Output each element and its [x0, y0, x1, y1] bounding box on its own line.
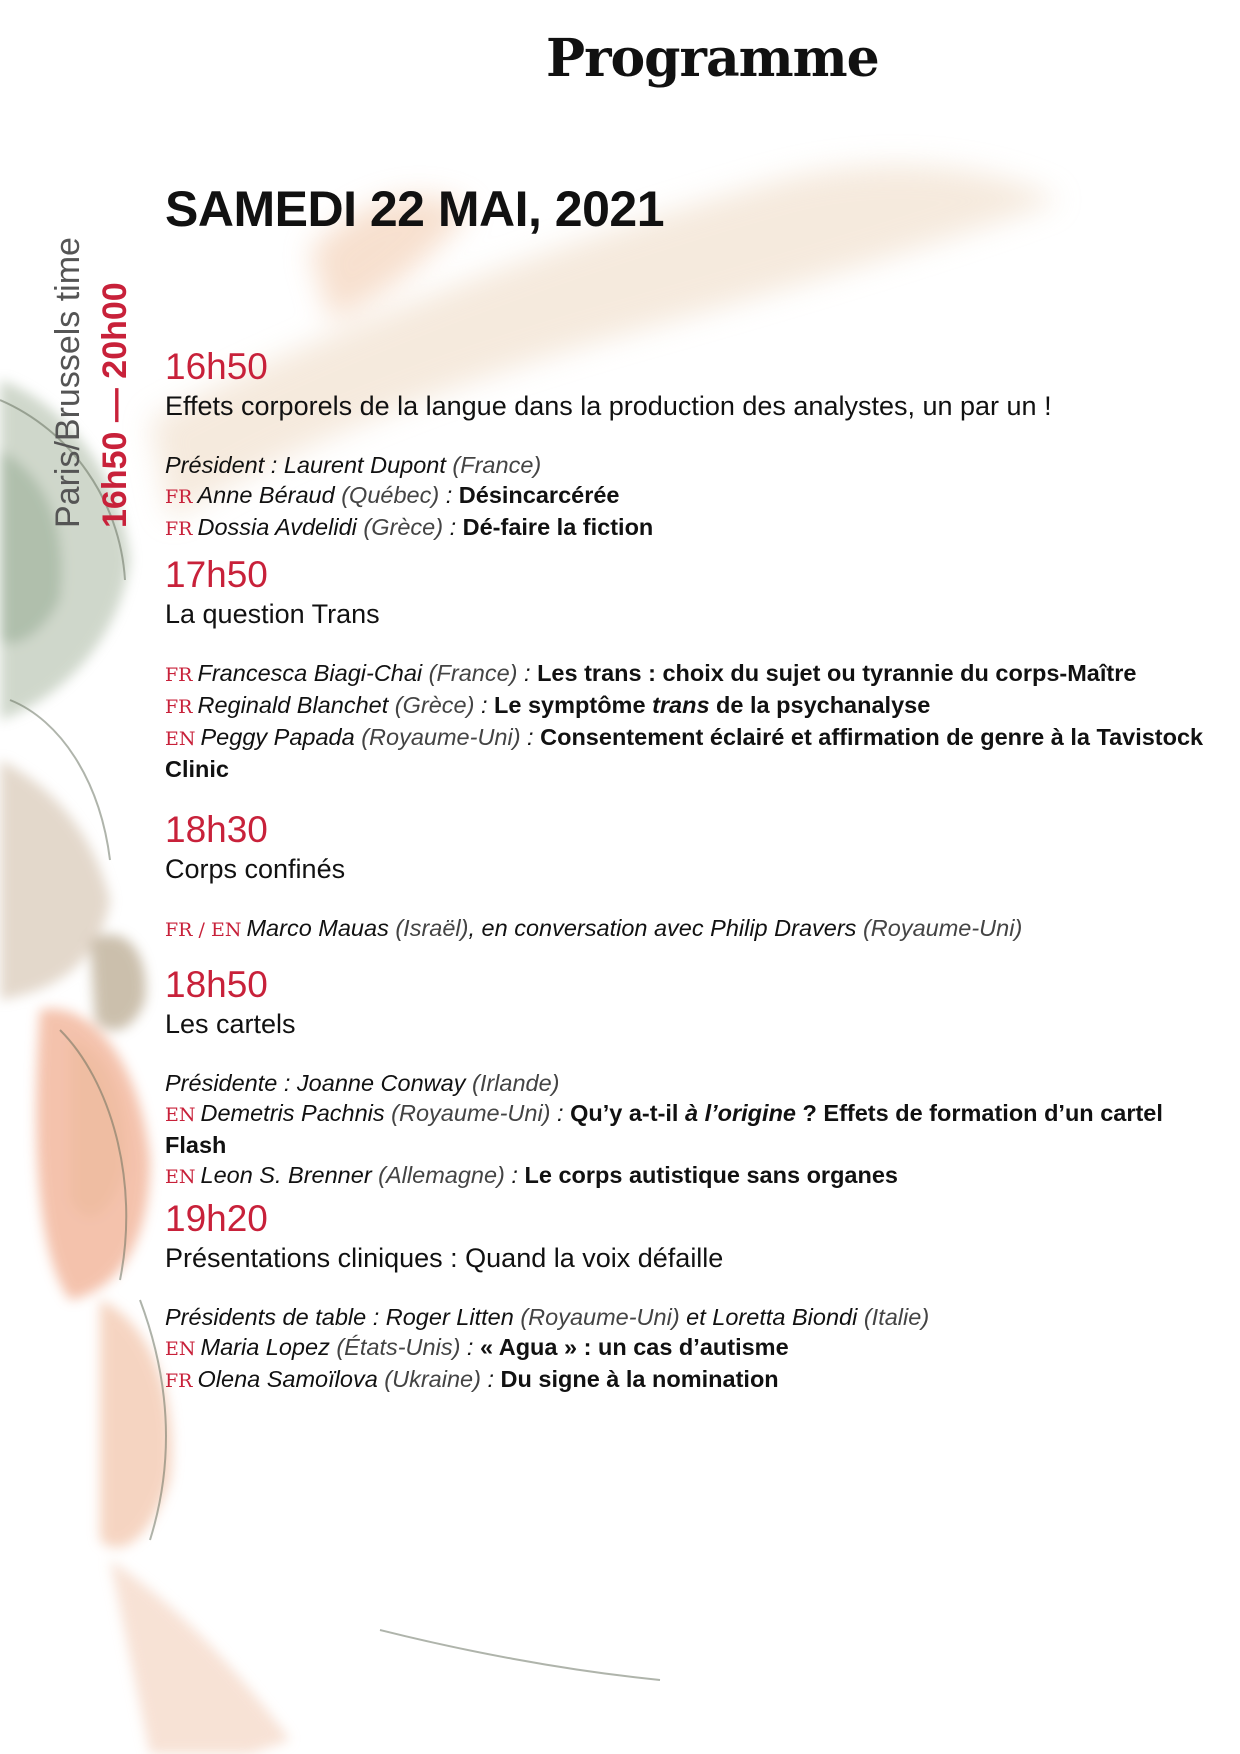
session-block [165, 811, 1215, 945]
line-segment: (France) [422, 660, 518, 686]
line-segment: (France) [445, 452, 542, 478]
language-tag: FR [165, 486, 193, 508]
language-tag: FR / EN [165, 919, 242, 941]
language-tag: EN [165, 1104, 196, 1126]
session-time: 16h50 [165, 346, 268, 387]
page-heading: Programme [546, 28, 879, 89]
line-segment: , en conversation avec Philip Dravers [468, 915, 857, 941]
session-title: Les cartels [165, 1009, 296, 1039]
line-segment: Peggy Papada [200, 724, 355, 750]
line-segment: : [443, 514, 463, 540]
speaker-line [165, 1098, 1215, 1160]
line-segment: (Royaume-Uni) [513, 1304, 680, 1330]
line-segment: (Allemagne) [371, 1162, 505, 1188]
line-segment: (États-Unis) [329, 1334, 461, 1360]
line-segment: Consentement éclairé et affirmation de genre à la Tavistock Clinic [165, 724, 1204, 782]
line-segment: : [520, 724, 541, 750]
speaker-line [165, 1364, 1215, 1396]
line-segment: (Irlande) [465, 1070, 560, 1096]
line-segment: (Ukraine) [377, 1366, 481, 1392]
session-block [165, 348, 1215, 544]
line-segment: et Loretta Biondi [679, 1304, 858, 1330]
session-time: 18h50 [165, 964, 268, 1005]
line-segment: Maria Lopez [200, 1334, 330, 1360]
line-segment: : [504, 1162, 525, 1188]
line-segment: Anne Béraud [197, 482, 335, 508]
line-segment: : [480, 1366, 501, 1392]
line-segment: « Agua » : un cas d’autisme [480, 1334, 789, 1360]
language-tag: FR [165, 1370, 193, 1392]
line-segment: (Israël) [388, 915, 469, 941]
chair-line [165, 1068, 1215, 1098]
line-segment: (Grèce) [356, 514, 444, 540]
timezone-label: Paris/Brussels time [49, 237, 87, 528]
language-tag: FR [165, 696, 193, 718]
language-tag: EN [165, 728, 196, 750]
session-block [165, 966, 1215, 1192]
line-segment: de la psychanalyse [709, 692, 931, 718]
language-tag: FR [165, 664, 193, 686]
speaker-line [165, 480, 1215, 512]
line-segment: : [550, 1100, 571, 1126]
session-title: La question Trans [165, 599, 380, 629]
line-segment: Qu’y a-t-il [570, 1100, 685, 1126]
language-tag: FR [165, 518, 193, 540]
speaker-line [165, 1160, 1215, 1192]
session-time: 18h30 [165, 809, 268, 850]
line-segment: Francesca Biagi-Chai [197, 660, 423, 686]
line-segment: ? Effets de formation d’un cartel Flash [165, 1100, 1163, 1158]
line-segment: Marco Mauas [246, 915, 389, 941]
line-segment: : [517, 660, 538, 686]
session-title: Corps confinés [165, 854, 346, 884]
line-segment: (Royaume-Uni) [856, 915, 1023, 941]
session-block [165, 1200, 1215, 1396]
line-segment: Le corps autistique sans organes [524, 1162, 898, 1188]
time-range: 16h50 — 20h00 [96, 282, 134, 528]
line-segment: : [474, 692, 495, 718]
speaker-line [165, 690, 1215, 722]
session-title: Effets corporels de la langue dans la production des analystes, un par un ! [165, 391, 1052, 421]
speaker-line [165, 658, 1215, 690]
session-time: 19h20 [165, 1198, 268, 1239]
line-segment: (Royaume-Uni) [354, 724, 521, 750]
line-segment: Olena Samoïlova [197, 1366, 378, 1392]
line-segment: Désincarcérée [458, 482, 620, 508]
speaker-line [165, 1332, 1215, 1364]
line-segment: (Québec) [334, 482, 440, 508]
line-segment: Du signe à la nomination [500, 1366, 779, 1392]
line-segment: Demetris Pachnis [200, 1100, 385, 1126]
line-segment: (Grèce) [388, 692, 475, 718]
line-segment: Les trans : choix du sujet ou tyrannie du corps-Maître [537, 660, 1137, 686]
line-segment: trans [652, 692, 710, 718]
line-segment: Reginald Blanchet [197, 692, 389, 718]
line-segment: Leon S. Brenner [200, 1162, 372, 1188]
line-segment: Dé-faire la fiction [462, 514, 654, 540]
line-segment: à l’origine [685, 1100, 796, 1126]
line-segment: Présidente : Joanne Conway [165, 1070, 466, 1096]
line-segment: Dossia Avdelidi [197, 514, 357, 540]
line-segment: Président : Laurent Dupont [165, 452, 446, 478]
speaker-line [165, 913, 1215, 945]
language-tag: EN [165, 1166, 196, 1188]
line-segment: (Italie) [857, 1304, 930, 1330]
line-segment: : [439, 482, 459, 508]
language-tag: EN [165, 1338, 196, 1360]
speaker-line [165, 722, 1215, 784]
event-date: SAMEDI 22 MAI, 2021 [165, 181, 665, 237]
line-segment: (Royaume-Uni) [384, 1100, 551, 1126]
session-title: Présentations cliniques : Quand la voix défaille [165, 1243, 724, 1273]
session-block [165, 556, 1215, 784]
line-segment: : [460, 1334, 480, 1360]
chair-line [165, 450, 1215, 480]
chair-line [165, 1302, 1215, 1332]
session-time: 17h50 [165, 554, 268, 595]
speaker-line [165, 512, 1215, 544]
line-segment: Présidents de table : Roger Litten [165, 1304, 514, 1330]
line-segment: Le symptôme [494, 692, 653, 718]
